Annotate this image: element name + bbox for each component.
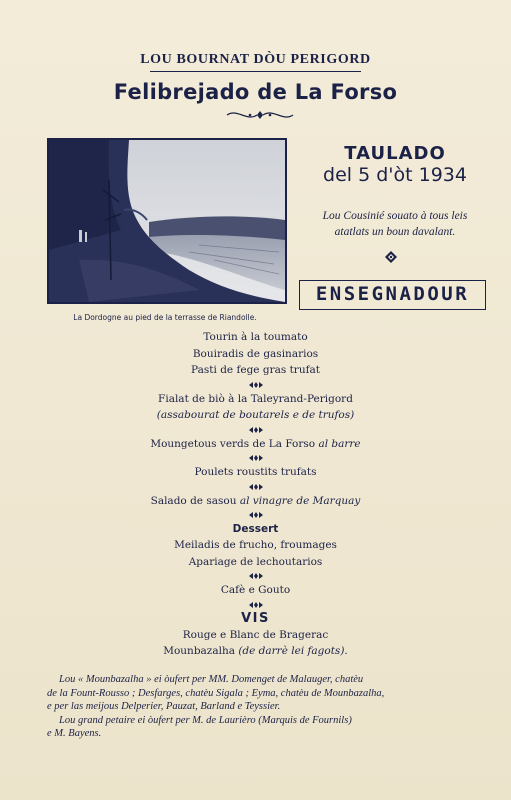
footnote-line: Lou grand petaire ei òufert per M. de Laurièro (Marquis de Fournils) xyxy=(59,714,352,726)
footnote-block xyxy=(47,673,477,741)
separator xyxy=(0,481,511,493)
footnote-line: Lou « Mounbazalha » ei òufert per MM. Domenget de Malauger, chatèu xyxy=(59,674,364,685)
footnote-line: de la Fount-Rousso ; Desfarges, chatèu Sigala ; Eyma, chatèu de Mounbazalha, xyxy=(47,687,385,699)
wine-heading: VIS xyxy=(241,610,270,626)
separator-icon xyxy=(249,483,263,491)
river-landscape-image xyxy=(49,140,285,302)
separator-icon xyxy=(249,511,263,519)
separator-icon xyxy=(249,426,263,434)
menu-item xyxy=(0,643,511,660)
separator xyxy=(0,570,511,582)
menu-item: Fialat de biò à la Taleyrand-Perigord xyxy=(158,392,353,405)
page-title: Felibrejado de La Forso xyxy=(113,80,398,104)
chef-label-box: ENSEGNADOUR xyxy=(299,280,486,310)
separator xyxy=(0,424,511,436)
dedication-line: atatlats un boun davalant. xyxy=(334,226,456,238)
separator-icon xyxy=(249,601,263,609)
menu-item-style: al barre xyxy=(318,437,361,450)
separator xyxy=(0,509,511,521)
separator xyxy=(0,599,511,611)
photo-caption: La Dordogne au pied de la terrasse de Riandolle. xyxy=(73,313,257,322)
footnote-line: e M. Bayens. xyxy=(47,728,102,739)
menu-item-style: (de darrè lei fagots). xyxy=(238,645,348,657)
menu-item: Apariage de lechoutarios xyxy=(188,555,323,568)
menu-item: Bouiradis de gasinarios xyxy=(192,347,319,360)
dessert-heading: Dessert xyxy=(232,523,279,535)
event-name: TAULADO xyxy=(344,143,446,164)
dedication xyxy=(300,208,490,240)
menu-item-text: Salado de sasou xyxy=(150,494,240,507)
dedication-line: Lou Cousinié souato à tous leis xyxy=(322,210,468,222)
menu-item: Rouge e Blanc de Bragerac xyxy=(182,628,329,641)
association-name: LOU BOURNAT DÒU PERIGORD xyxy=(140,52,371,67)
separator-icon xyxy=(249,572,263,580)
menu-item xyxy=(0,493,511,510)
menu-list xyxy=(0,329,511,660)
menu-item: Cafè e Gouto xyxy=(220,584,291,596)
menu-item: Meiladis de frucho, froumages xyxy=(174,539,337,551)
separator xyxy=(0,379,511,391)
separator-icon xyxy=(249,454,263,462)
flourish-ornament-icon xyxy=(225,108,295,122)
menu-item-style: al vinagre de Marquay xyxy=(239,494,361,507)
diamond-ornament-icon xyxy=(385,251,397,263)
menu-item xyxy=(0,436,511,453)
separator xyxy=(0,452,511,464)
event-date: del 5 d'òt 1934 xyxy=(323,164,467,186)
menu-item: Tourin à la toumato xyxy=(203,331,308,343)
footnote-line: e per las meijous Delperier, Pauzat, Barland e Teyssier. xyxy=(47,701,281,712)
header-rule xyxy=(150,71,361,72)
menu-item-note: (assabourat de boutarels e de trufos) xyxy=(156,409,355,421)
menu-item: Pasti de fege gras trufat xyxy=(191,364,320,376)
menu-item-text: Mounbazalha xyxy=(163,645,239,657)
separator-icon xyxy=(249,381,263,389)
dordogne-photo xyxy=(47,138,287,304)
menu-item: Poulets roustits trufats xyxy=(194,466,317,478)
menu-item-text: Moungetous verds de La Forso xyxy=(150,437,319,450)
